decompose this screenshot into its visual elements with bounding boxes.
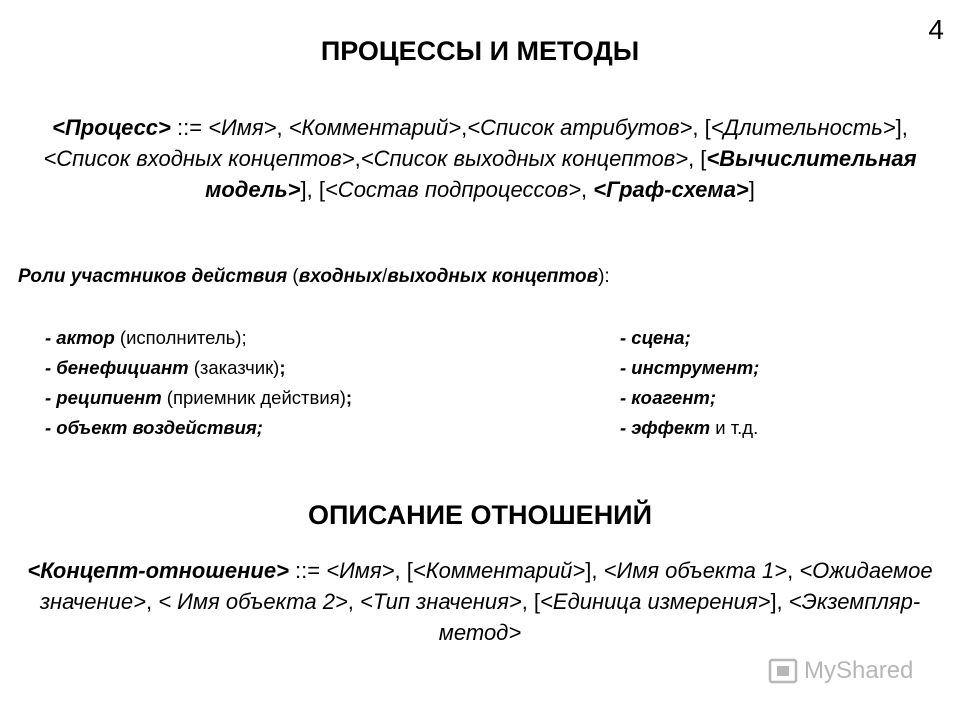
def-text: ], bbox=[895, 115, 908, 140]
def-term: <Экземпляр-метод> bbox=[438, 589, 921, 645]
def-term: <Имя> bbox=[208, 115, 277, 140]
def-text: , [ bbox=[688, 146, 707, 171]
role-item-beneficiary bbox=[45, 353, 352, 383]
role-term: - инструмент; bbox=[620, 357, 760, 378]
role-item-actor bbox=[45, 323, 352, 353]
role-term: - реципиент bbox=[45, 387, 162, 408]
def-term: <Комментарий> bbox=[412, 558, 586, 583]
def-term: <Длительность> bbox=[710, 115, 896, 140]
role-term: - актор bbox=[45, 327, 115, 348]
slides-icon bbox=[768, 656, 798, 686]
roles-list-right bbox=[620, 323, 759, 443]
watermark bbox=[768, 656, 913, 686]
role-note: (приемник действия) bbox=[161, 387, 346, 408]
def-term: <Единица измерения> bbox=[540, 589, 771, 614]
role-term: - эффект bbox=[620, 417, 711, 438]
roles-heading-main: Роли участников действия bbox=[18, 266, 288, 287]
role-note: (исполнитель); bbox=[114, 327, 247, 348]
role-tail: ; bbox=[279, 357, 286, 378]
role-term: - объект воздействия; bbox=[45, 417, 263, 438]
role-item-instrument bbox=[620, 353, 759, 383]
role-term: - сцена; bbox=[620, 327, 691, 348]
role-tail: ; bbox=[345, 387, 353, 408]
role-item-recipient bbox=[45, 383, 352, 413]
def-term: <Имя объекта 1> bbox=[603, 558, 788, 583]
role-item-effect bbox=[620, 413, 759, 443]
roles-heading-output: выходных концептов bbox=[387, 266, 599, 287]
def-text: , bbox=[145, 589, 159, 614]
process-definition bbox=[18, 112, 942, 205]
section-title-relations: ОПИСАНИЕ ОТНОШЕНИЙ bbox=[308, 500, 652, 530]
roles-heading-text: ( bbox=[287, 266, 299, 287]
def-term: <Вычислительная модель> bbox=[205, 146, 917, 202]
def-text: , bbox=[354, 146, 361, 171]
role-item-coagent bbox=[620, 383, 759, 413]
def-term: <Тип значения> bbox=[360, 589, 522, 614]
def-term: < Имя объекта 2> bbox=[158, 589, 348, 614]
role-term: - бенефициант bbox=[45, 357, 189, 378]
def-text: ], bbox=[770, 589, 789, 614]
def-text: , [ bbox=[692, 115, 711, 140]
def-term: <Концепт-отношение> bbox=[27, 558, 289, 583]
def-term: <Имя> bbox=[326, 558, 395, 583]
role-note: и т.д. bbox=[710, 417, 759, 438]
def-text: , [ bbox=[394, 558, 413, 583]
page-number: 4 bbox=[928, 14, 944, 45]
def-term: <Список выходных концептов> bbox=[360, 146, 689, 171]
def-text: , bbox=[276, 115, 289, 140]
def-term: <Список атрибутов> bbox=[467, 115, 693, 140]
role-term: - коагент; bbox=[620, 387, 716, 408]
roles-list-left bbox=[45, 323, 352, 443]
def-term: <Граф-схема> bbox=[593, 177, 749, 202]
def-text: ], bbox=[585, 558, 604, 583]
roles-heading bbox=[18, 266, 610, 288]
roles-heading-input: входных bbox=[298, 266, 382, 287]
def-term: <Процесс> bbox=[52, 115, 171, 140]
def-text: , bbox=[461, 115, 468, 140]
def-text: , bbox=[347, 589, 361, 614]
role-item-object bbox=[45, 413, 352, 443]
def-text: ] bbox=[748, 177, 755, 202]
def-term: <Список входных концептов> bbox=[43, 146, 355, 171]
def-text: , bbox=[581, 177, 594, 202]
roles-heading-text: / bbox=[381, 266, 388, 287]
watermark-text: MyShared bbox=[804, 657, 914, 684]
def-text: , [ bbox=[521, 589, 541, 614]
def-term: <Состав подпроцессов> bbox=[324, 177, 582, 202]
role-note: (заказчик) bbox=[188, 357, 280, 378]
def-term: <Ожидаемое значение> bbox=[39, 558, 933, 614]
def-text: ], [ bbox=[300, 177, 325, 202]
def-term: <Комментарий> bbox=[288, 115, 462, 140]
roles-heading-text: ): bbox=[598, 266, 610, 287]
section-title-processes: ПРОЦЕССЫ И МЕТОДЫ bbox=[320, 36, 640, 66]
def-text: ::= bbox=[170, 115, 209, 140]
def-text: , bbox=[787, 558, 800, 583]
relation-definition bbox=[18, 555, 942, 648]
def-text: ::= bbox=[288, 558, 327, 583]
role-item-scene bbox=[620, 323, 759, 353]
